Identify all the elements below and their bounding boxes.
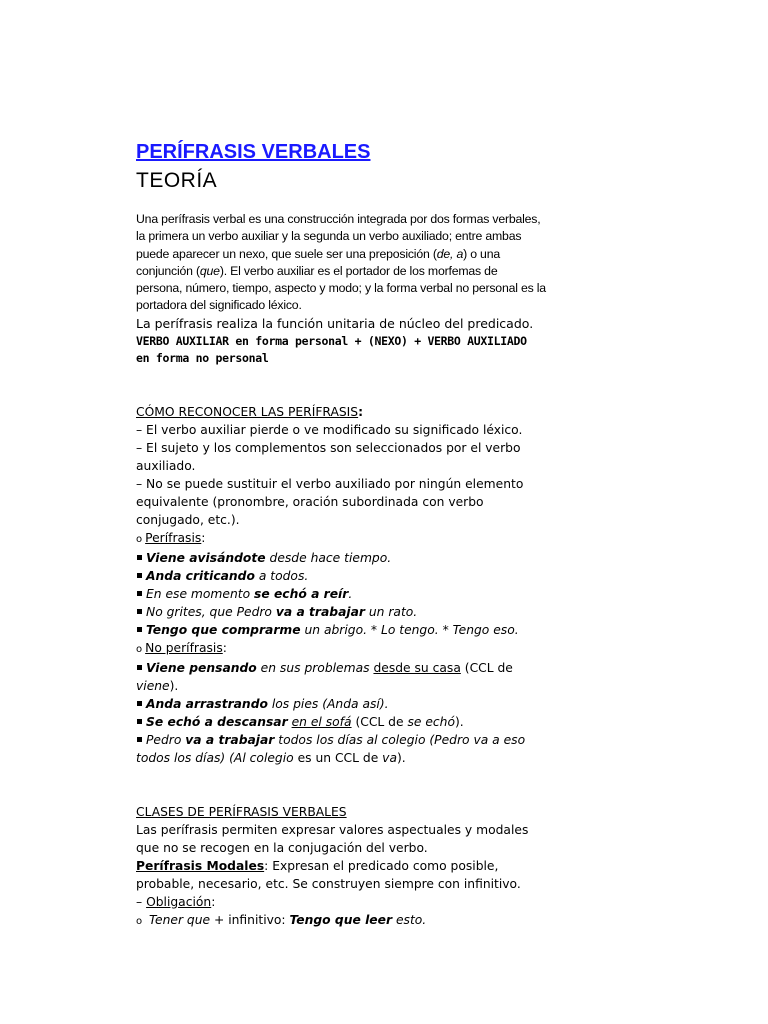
bullet-square-icon — [137, 591, 142, 596]
rule-3: – No se puede sustituir el verbo auxiliado por ningún elemento equivalente (pronombre, oración subordinada con verbo conjugado, etc.). — [136, 476, 524, 527]
bullet-square-icon — [137, 719, 142, 724]
example-1: Viene avisándote desde hace tiempo. — [136, 549, 546, 567]
non-example-4: Pedro va a trabajar todos los días al colegio (Pedro va a eso todos los días) (Al colegio es un CCL de va). — [136, 732, 526, 765]
document-content — [136, 140, 546, 931]
bullet-square-icon — [137, 573, 142, 578]
non-example-1: Viene pensando en sus problemas desde su casa (CCL de viene). — [136, 660, 513, 693]
bullet-square-icon — [137, 609, 142, 614]
intro-paragraph: Una perífrasis verbal es una construcción integrada por dos formas verbales, la primera un verbo auxiliar y la segunda un verbo auxiliado; entre ambas puede aparecer un nexo, que suele ser una preposición (de, a) o una conjunción (que). El verbo auxiliar es el portador de los morfemas de persona, número, tiempo, aspecto y modo; y la forma verbal no personal es la portadora del significado léxico. — [136, 212, 546, 313]
non-example-2: Anda arrastrando los pies (Anda así). — [136, 695, 546, 713]
no-perifrasis-label: o No perífrasis: — [136, 640, 227, 655]
classes-heading: CLASES DE PERÍFRASIS VERBALES — [136, 804, 347, 819]
modal-paragraph: Perífrasis Modales: Expresan el predicado como posible, probable, necesario, etc. Se construyen siempre con infinitivo. — [136, 858, 521, 891]
function-line: La perífrasis realiza la función unitaria de núcleo del predicado. — [136, 315, 534, 331]
recognize-heading: CÓMO RECONOCER LAS PERÍFRASIS: — [136, 404, 364, 419]
bullet-square-icon — [137, 665, 142, 670]
document-subtitle: TEORÍA — [136, 169, 218, 192]
example-2: Anda criticando a todos. — [136, 567, 546, 585]
perifrasis-label: o Perífrasis: — [136, 530, 206, 545]
formula-line: VERBO AUXILIAR en forma personal + (NEXO) + VERBO AUXILIADO en forma no personal — [136, 333, 527, 365]
obligacion-line: – Obligación: — [136, 894, 216, 909]
example-5: Tengo que comprarme un abrigo. * Lo tengo. * Tengo eso. — [136, 621, 546, 639]
rule-2: – El sujeto y los complementos son seleccionados por el verbo auxiliado. — [136, 440, 521, 473]
bullet-square-icon — [137, 701, 142, 706]
classes-description: Las perífrasis permiten expresar valores aspectuales y modales que no se recogen en la conjugación del verbo. — [136, 822, 529, 855]
document-title: PERÍFRASIS VERBALES — [136, 141, 371, 163]
example-3: En ese momento se echó a reír. — [136, 585, 546, 603]
example-4: No grites, que Pedro va a trabajar un rato. — [136, 603, 546, 621]
non-example-3: Se echó a descansar en el sofá (CCL de se echó). — [136, 713, 546, 731]
bullet-square-icon — [137, 737, 142, 742]
rule-1: – El verbo auxiliar pierde o ve modificado su significado léxico. — [136, 422, 523, 437]
bullet-square-icon — [137, 627, 142, 632]
tener-que-line: o Tener que + infinitivo: Tengo que leer esto. — [136, 912, 427, 927]
bullet-square-icon — [137, 555, 142, 560]
